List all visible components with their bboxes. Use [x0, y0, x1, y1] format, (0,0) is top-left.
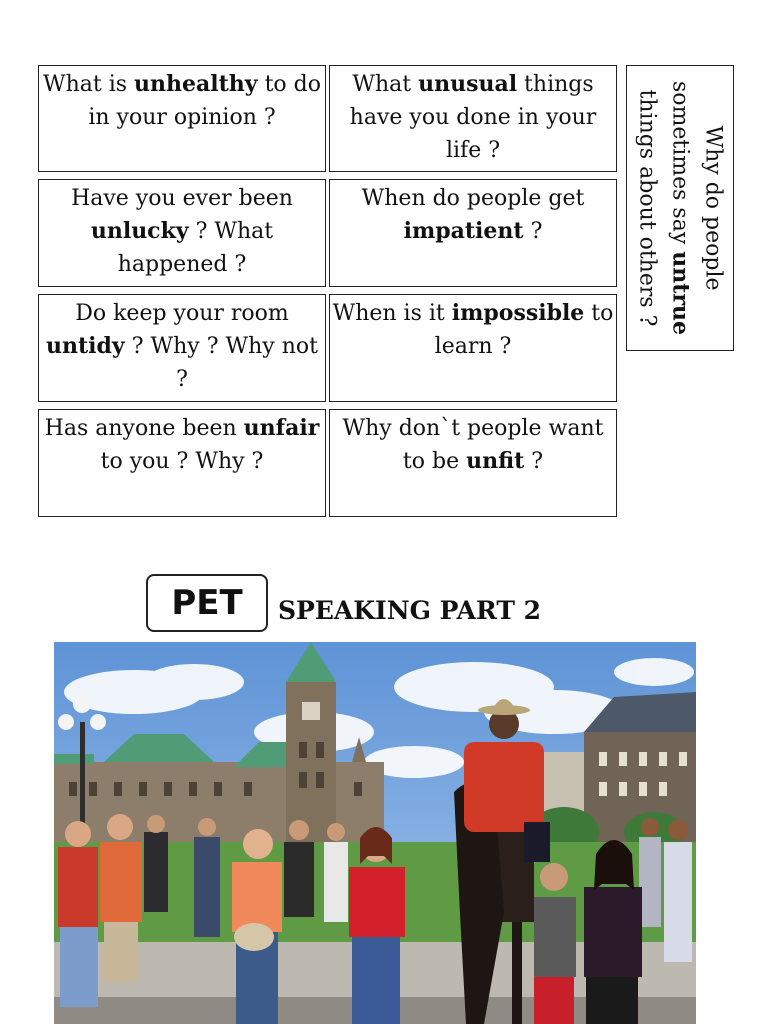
vertical-card-text [631, 73, 730, 343]
card-text-post: to you ? Why ? [100, 449, 264, 474]
question-card-impatient [329, 179, 617, 287]
question-card-unhealthy [38, 65, 326, 172]
question-card-unlucky [38, 179, 326, 287]
card-keyword: unfit [466, 448, 525, 474]
photo-illustration [54, 642, 696, 1024]
card-keyword: unlucky [90, 218, 189, 244]
card-text-pre: Do keep your room [75, 301, 289, 326]
card-text-pre: When is it [332, 301, 452, 326]
question-card-untrue [626, 65, 734, 351]
card-keyword: untidy [46, 333, 125, 359]
card-text-post: to do in your opinion ? [88, 72, 321, 130]
card-keyword: impossible [451, 300, 585, 326]
card-text-post: ? Why ? Why not ? [124, 334, 318, 392]
card-text-pre: What [352, 72, 419, 97]
card-text-post: things about others ? [634, 89, 660, 327]
card-text-pre: What is [42, 72, 135, 97]
card-text-pre: Why don`t people want to be [342, 416, 604, 474]
card-keyword: impatient [403, 218, 524, 244]
question-card-untidy [38, 294, 326, 402]
question-card-unusual [329, 65, 617, 172]
card-text-pre: Why do people sometimes say [667, 80, 726, 291]
card-text-post: things have you done in your life ? [349, 72, 597, 163]
card-keyword: unfair [243, 415, 320, 441]
question-card-impossible [329, 294, 617, 402]
photo-parliament-hill [54, 642, 696, 1024]
card-text-post: to learn ? [434, 301, 614, 359]
card-text-post: ? [524, 449, 544, 474]
card-text-post: ? What happened ? [117, 219, 274, 277]
question-card-unfair [38, 409, 326, 517]
card-keyword: unhealthy [134, 71, 258, 97]
pet-label-box [146, 574, 268, 632]
card-text-pre: When do people get [361, 186, 585, 211]
pet-label: PET [171, 583, 243, 623]
question-card-unfit [329, 409, 617, 517]
card-text-pre: Has anyone been [44, 416, 244, 441]
section-heading: SPEAKING PART 2 [278, 596, 542, 625]
card-text-post: ? [523, 219, 543, 244]
card-keyword: untrue [667, 251, 694, 336]
card-keyword: unusual [418, 71, 518, 97]
card-text-pre: Have you ever been [71, 186, 293, 211]
